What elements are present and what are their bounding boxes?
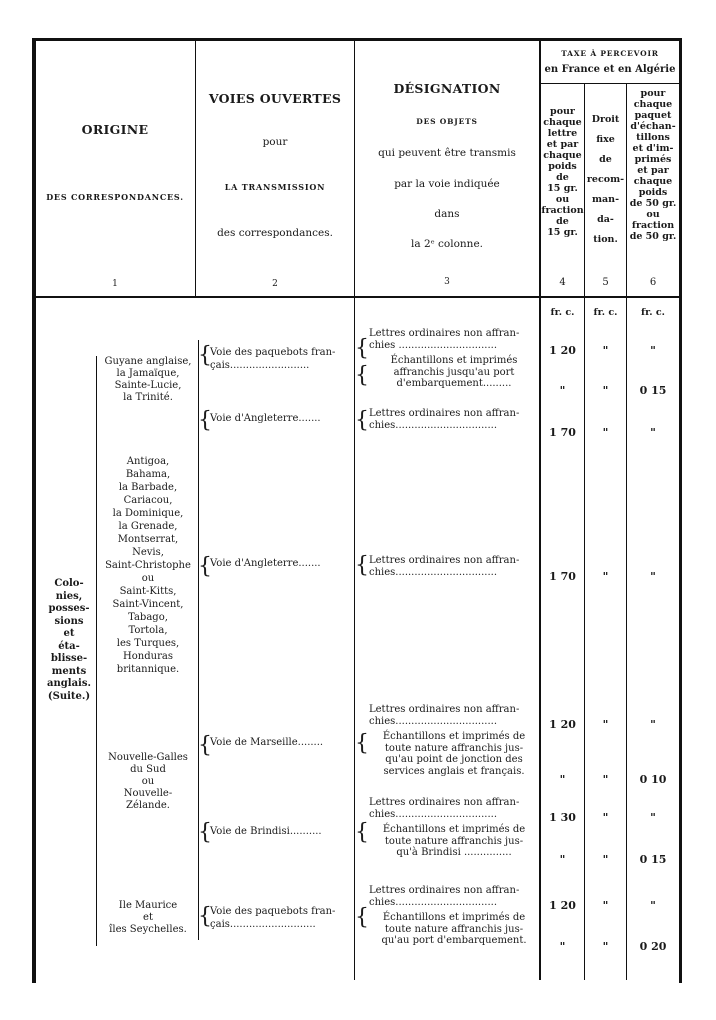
origin-guyane-line: Sainte-Lucie, (114, 380, 182, 391)
route-angleterre-1: Voie d'Angleterre....... (210, 413, 321, 424)
brace-mark: { (355, 820, 369, 845)
object-line: Échantillons et imprimés (390, 355, 518, 366)
object-row (369, 797, 539, 820)
object-line: Échantillons et imprimés de (382, 912, 526, 923)
object-row (369, 704, 539, 727)
header-col6-line: poids (638, 187, 668, 198)
value-r5-c4: 1 20 (549, 718, 576, 731)
value-r3-c6: " (650, 426, 656, 439)
brace-mark: { (355, 336, 369, 361)
origin-antigoa-line: Bahama, (125, 469, 171, 480)
value-r7-c6: " (650, 811, 656, 824)
value-r2-c4: " (559, 384, 566, 397)
group-line: et (63, 628, 75, 639)
group-line: blisse- (50, 653, 88, 664)
object-row (369, 355, 539, 390)
group-line: (Suite.) (47, 690, 91, 702)
value-r2-c5: " (602, 384, 609, 397)
object-line: d'embarquement......... (396, 378, 512, 389)
object-line: chies................................ (369, 566, 498, 578)
brace-mark: { (198, 733, 212, 758)
origin-antigoa-line: Tortola, (128, 625, 168, 636)
origin-antigoa-line: ou (141, 573, 155, 584)
header-col4 (541, 106, 584, 238)
header-col6-line: chaque (633, 176, 673, 187)
header-col5-line: fixe (596, 134, 615, 145)
route-paquebots-2b: çais........................... (210, 919, 316, 930)
frame-left (32, 38, 36, 983)
origin-antigoa-line: la Dominique, (112, 508, 184, 519)
origin-galles-line: Nouvelle- (123, 788, 173, 799)
frame-top (32, 38, 682, 41)
value-r8-c5: " (602, 853, 609, 866)
header-col6-line: d'échan- (630, 121, 676, 132)
header-col4-line: pour (550, 106, 575, 117)
origin-antigoa-line: Antigoa, (126, 456, 170, 467)
route-brindisi: Voie de Brindisi.......... (210, 826, 322, 837)
header-col5-line: tion. (593, 234, 618, 245)
value-r10-c4: " (559, 940, 566, 953)
route-paquebots-1: Voie des paquebots fran- (210, 347, 336, 358)
object-line: Lettres ordinaires non affran- (369, 885, 520, 896)
object-line: Lettres ordinaires non affran- (369, 704, 520, 715)
header-col5 (585, 110, 626, 250)
value-r3-c4: 1 70 (549, 426, 576, 439)
group-line: posses- (48, 603, 90, 614)
brace-mark: { (198, 343, 212, 368)
origin-antigoa-line: Nevis, (132, 547, 164, 558)
brace-mark: { (198, 904, 212, 929)
object-row (369, 731, 539, 777)
value-r6-c6: 0 10 (639, 773, 667, 786)
value-r4-c5: " (602, 570, 609, 583)
origin-antigoa-line: les Turques, (116, 638, 180, 649)
header-col4-line: chaque (543, 150, 582, 161)
origin-nouvelle-galles (98, 752, 198, 812)
object-row (369, 328, 539, 351)
header-taxe-l2: en France et en Algérie (544, 64, 676, 75)
object-line: qu'à Brindisi ............... (396, 847, 512, 858)
object-line: affranchis jusqu'au port (393, 366, 515, 378)
origin-guyane-line: la Trinité. (123, 392, 173, 403)
object-row (369, 408, 539, 431)
header-col6-line: fraction (631, 220, 675, 231)
header-col6-line: et d'im- (632, 143, 674, 154)
origin-antigoa-line: Saint-Christophe (105, 560, 191, 571)
object-line: toute nature affranchis jus- (384, 742, 524, 754)
origin-antigoa-line: Saint-Vincent, (112, 599, 184, 610)
origin-guyane-line: Guyane anglaise, (104, 356, 192, 367)
origin-maurice-line: et (143, 912, 153, 923)
origin-maurice-line: Ile Maurice (118, 900, 178, 911)
header-col4-line: fraction (541, 205, 584, 216)
header-col4-line: ou (555, 194, 570, 205)
origin-galles-line: ou (141, 776, 155, 787)
origin-antigoa-line: la Grenade, (118, 521, 178, 532)
value-r9-c6: " (650, 899, 656, 912)
brace-mark: { (198, 820, 212, 845)
brace-mark: { (355, 408, 369, 433)
object-line: toute nature affranchis jus- (384, 835, 524, 847)
header-col6-line: de 50 gr. (629, 231, 677, 242)
header-col4-line: lettre (547, 128, 578, 139)
brace-mark: { (355, 731, 369, 756)
header-col5-line: recom- (586, 174, 625, 185)
value-r10-c6: 0 20 (639, 940, 667, 953)
object-line: qu'au port d'embarquement. (381, 935, 527, 946)
header-col5-line: da- (597, 214, 614, 225)
header-col6-line: pour (640, 88, 666, 99)
origin-antigoa-line: la Barbade, (118, 482, 178, 493)
header-designation-l3: qui peuvent être transmis (378, 147, 516, 159)
origin-maurice (98, 900, 198, 936)
value-r2-c6: 0 15 (639, 384, 667, 397)
header-designation-l2: DES OBJETS (416, 117, 478, 126)
value-r4-c4: 1 70 (549, 570, 576, 583)
header-designation-l4: par la voie indiquée (394, 178, 500, 190)
header-col4-line: et par (546, 139, 579, 150)
value-r9-c5: " (602, 899, 609, 912)
origin-galles-line: Nouvelle-Galles (108, 752, 188, 763)
route-paquebots-1b: çais......................... (210, 360, 310, 371)
header-num-2: 2 (272, 279, 278, 289)
object-line: Lettres ordinaires non affran- (369, 555, 520, 566)
object-row (369, 885, 539, 908)
header-origine-sub: DES CORRESPONDANCES. (46, 192, 184, 202)
header-col6-line: tillons (636, 132, 670, 143)
origin-guyane (98, 356, 198, 404)
group-line: éta- (58, 640, 80, 652)
header-designation-l6: la 2ᵉ colonne. (411, 238, 483, 250)
header-voies-l2: pour (262, 136, 288, 148)
object-row (369, 555, 539, 578)
object-line: chies................................ (369, 419, 498, 431)
group-line: anglais. (47, 678, 91, 689)
brace-mark: { (355, 363, 369, 388)
object-line: chies ............................... (369, 339, 498, 351)
object-line: Lettres ordinaires non affran- (369, 797, 520, 808)
origin-guyane-line: la Jamaïque, (116, 368, 180, 379)
object-line: toute nature affranchis jus- (384, 923, 524, 935)
header-designation: DÉSIGNATION (393, 81, 501, 96)
value-r1-c5: " (602, 344, 609, 357)
origin-antigoa-line: britannique. (116, 664, 180, 675)
header-origine: ORIGINE (81, 122, 149, 137)
group-line: Colo- (54, 578, 84, 589)
value-r8-c6: 0 15 (639, 853, 667, 866)
unit-col6: fr. c. (641, 307, 665, 318)
header-col5-line: Droit (591, 114, 620, 125)
origin-antigoa (98, 455, 198, 676)
object-line: chies................................ (369, 808, 498, 820)
brace-mark: { (198, 408, 212, 433)
header-voies-l4: des correspondances. (217, 227, 333, 239)
origin-antigoa-line: Honduras (123, 651, 173, 662)
unit-col5: fr. c. (593, 307, 618, 318)
value-r3-c5: " (602, 426, 609, 439)
object-line: Lettres ordinaires non affran- (369, 408, 520, 419)
object-row (369, 912, 539, 947)
header-voies: VOIES OUVERTES (208, 91, 342, 106)
origin-brace-line (96, 356, 97, 946)
value-r9-c4: 1 20 (549, 899, 576, 912)
group-colonies-anglais (38, 578, 100, 703)
group-line: nies, (55, 590, 83, 602)
header-voies-l3: LA TRANSMISSION (224, 182, 326, 192)
object-row (369, 824, 539, 859)
header-col4-line: 15 gr. (547, 183, 578, 194)
header-col4-line: chaque (543, 117, 582, 128)
frame-right (679, 38, 682, 983)
taxe-rule (540, 83, 680, 84)
header-col6-line: ou (646, 209, 660, 220)
origin-antigoa-line: Montserrat, (117, 534, 179, 545)
value-r6-c5: " (602, 773, 609, 786)
origin-antigoa-line: Saint-Kitts, (119, 586, 177, 597)
brace-mark: { (355, 553, 369, 578)
header-col5-line: de (599, 154, 612, 165)
header-taxe: TAXE À PERCEVOIR (561, 49, 659, 58)
header-num-6: 6 (649, 277, 657, 288)
header-num-1: 1 (112, 279, 118, 289)
header-col6-line: paquet (634, 110, 672, 121)
header-col6 (627, 88, 679, 242)
object-line: Échantillons et imprimés de (382, 824, 526, 835)
object-line: services anglais et français. (383, 765, 525, 777)
value-r8-c4: " (559, 853, 566, 866)
header-num-5: 5 (602, 277, 609, 288)
header-num-3: 3 (444, 277, 450, 287)
value-r10-c5: " (602, 940, 609, 953)
group-line: ments (51, 665, 87, 677)
header-designation-l5: dans (434, 208, 460, 220)
value-r1-c4: 1 20 (549, 344, 576, 357)
value-r7-c5: " (602, 811, 609, 824)
value-r5-c5: " (602, 718, 609, 731)
header-col4-line: de (556, 216, 569, 227)
header-col5-line: man- (591, 194, 620, 205)
origin-antigoa-line: Cariacou, (123, 495, 173, 506)
header-col6-line: et par (637, 165, 669, 176)
value-r4-c6: " (650, 570, 656, 583)
value-r1-c6: " (650, 344, 656, 357)
header-col4-line: poids (548, 161, 577, 172)
object-line: Échantillons et imprimés de (382, 731, 526, 742)
value-r5-c6: " (650, 718, 656, 731)
origin-galles-line: du Sud (130, 764, 166, 775)
brace-mark: { (198, 554, 212, 579)
divider-col1 (195, 40, 196, 298)
group-line: sions (54, 615, 84, 627)
route-paquebots-2: Voie des paquebots fran- (210, 906, 336, 917)
value-r6-c4: " (559, 773, 566, 786)
header-num-4: 4 (559, 277, 566, 288)
header-col6-line: primés (634, 154, 672, 165)
object-line: chies................................ (369, 896, 498, 908)
header-col6-line: chaque (633, 99, 673, 110)
value-r7-c4: 1 30 (549, 811, 576, 824)
header-col4-line: de (556, 172, 569, 183)
origin-antigoa-line: Tabago, (128, 612, 168, 623)
brace-mark: { (355, 905, 369, 930)
header-col6-line: de 50 gr. (629, 198, 677, 209)
object-line: qu'au point de jonction des (385, 754, 523, 765)
route-marseille: Voie de Marseille........ (210, 737, 324, 748)
header-col4-line: 15 gr. (547, 227, 578, 238)
origin-maurice-line: îles Seychelles. (109, 924, 187, 935)
unit-col4: fr. c. (550, 307, 575, 318)
origin-galles-line: Zélande. (126, 800, 170, 811)
object-line: chies................................ (369, 715, 498, 727)
route-angleterre-2: Voie d'Angleterre....... (210, 558, 321, 569)
object-line: Lettres ordinaires non affran- (369, 328, 520, 339)
